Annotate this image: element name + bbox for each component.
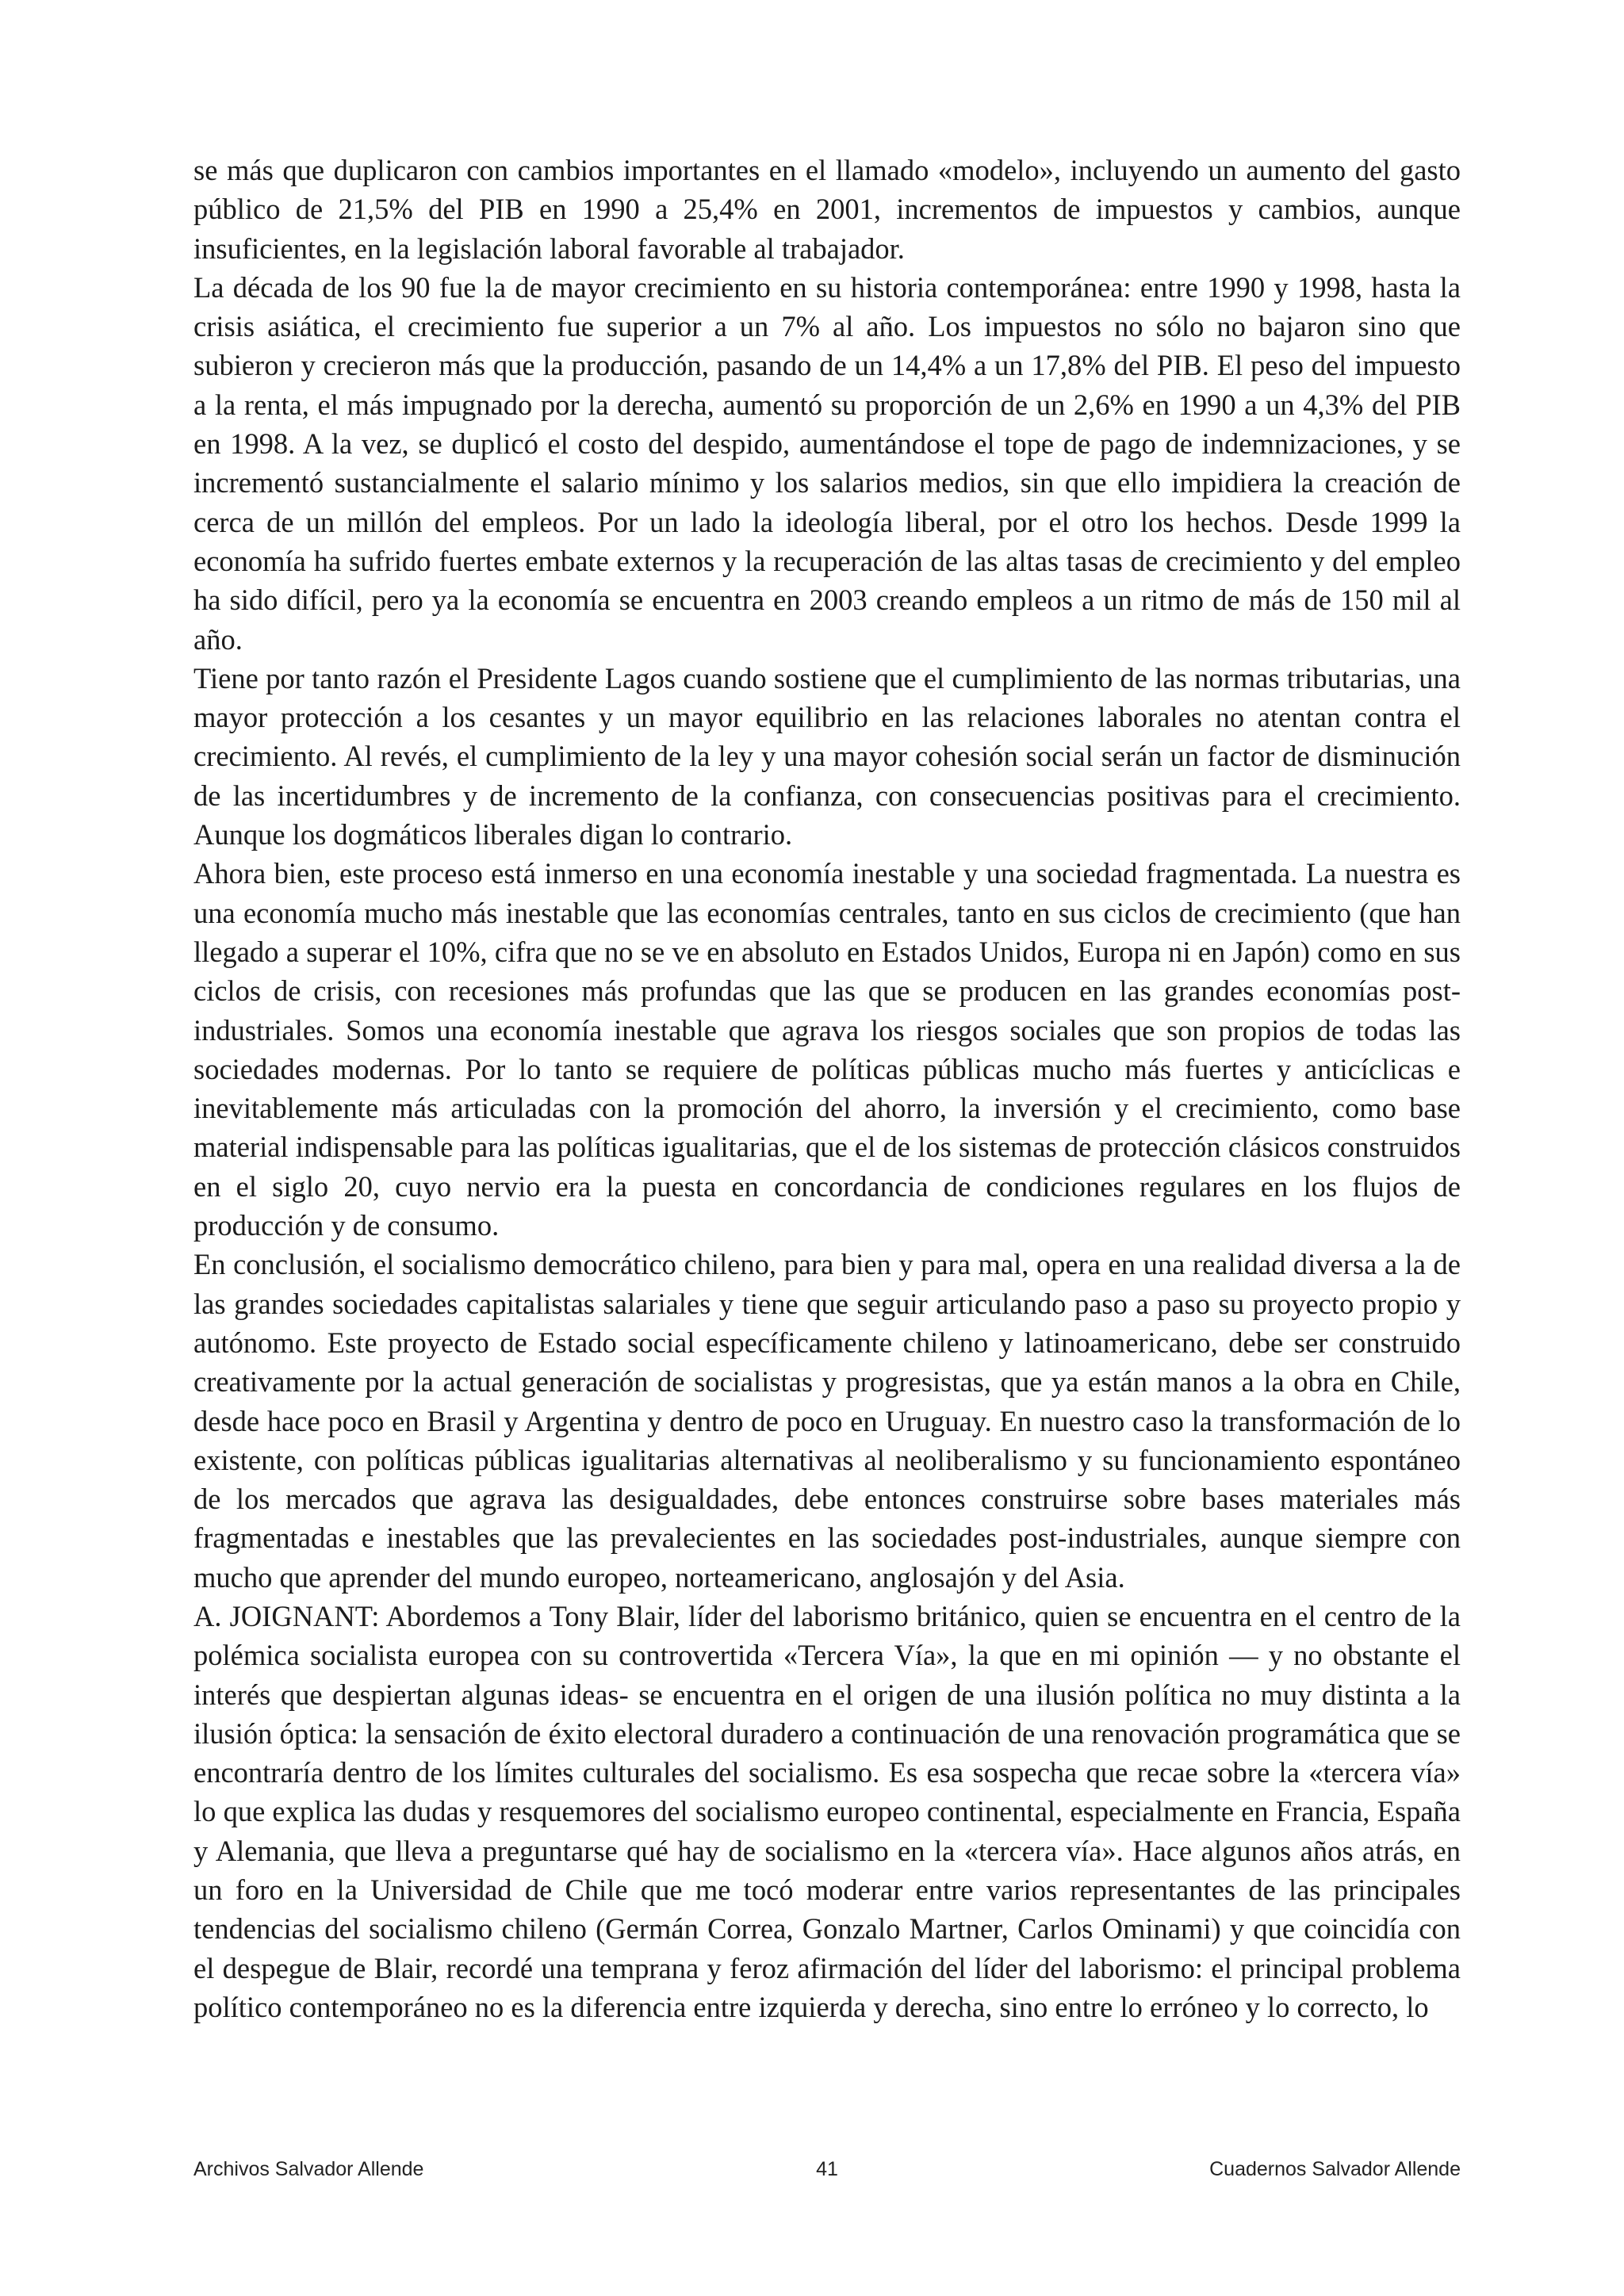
footer-right-text: Cuadernos Salvador Allende [1209, 2158, 1461, 2180]
paragraph: Ahora bien, este proceso está inmerso en una economía inestable y una sociedad fragmentada. La nuestra es una economía mucho más inestable que las economías centrales, tanto en sus ciclos de crecimiento (que han llegado a superar el 10%, cifra que no se ve en absoluto en Estados Unidos, Europa ni en Japón) como en sus ciclos de crisis, con recesiones más profundas que las que se producen en las grandes economías post-industriales. Somos una economía inestable que agrava los riesgos sociales que son propios de todas las sociedades modernas. Por lo tanto se requiere de políticas públicas mucho más fuertes y anticíclicas e inevitablemente más articuladas con la promoción del ahorro, la inversión y el crecimiento, como base material indispensable para las políticas igualitarias, que el de los sistemas de protección clásicos construidos en el siglo 20, cuyo nervio era la puesta en concordancia de condiciones regulares en los flujos de producción y de consumo. [193, 857, 1461, 1242]
paragraph: A. JOIGNANT: Abordemos a Tony Blair, líder del laborismo británico, quien se encuentra en el centro de la polémica socialista europea con su controvertida «Tercera Vía», la que en mi opinión — y no obstante el interés que despiertan algunas ideas- se encuentra en el origen de una ilusión política no muy distinta a la ilusión óptica: la sensación de éxito electoral duradero a continuación de una renovación programática que se encontraría dentro de los límites culturales del socialismo. Es esa sospecha que recae sobre la «tercera vía» lo que explica las dudas y resquemores del socialismo europeo continental, especialmente en Francia, España y Alemania, que lleva a preguntarse qué hay de socialismo en la «tercera vía». Hace algunos años atrás, en un foro en la Universidad de Chile que me tocó moderar entre varios representantes de las principales tendencias del socialismo chileno (Germán Correa, Gonzalo Martner, Carlos Ominami) y que coincidía con el despegue de Blair, recordé una temprana y feroz afirmación del líder del laborismo: el principal problema político contemporáneo no es la diferencia entre izquierda y derecha, sino entre lo erróneo y lo correcto, lo [193, 1599, 1461, 2023]
page-number: 41 [816, 2158, 838, 2180]
paragraph: La década de los 90 fue la de mayor crecimiento en su historia contemporánea: entre 1990 y 1998, hasta la crisis asiática, el crecimiento fue superior a un 7% al año. Los impuestos no sólo no bajaron sino que subieron y crecieron más que la producción, pasando de un 14,4% a un 17,8% del PIB. El peso del impuesto a la renta, el más impugnado por la derecha, aumentó su proporción de un 2,6% en 1990 a un 4,3% del PIB en 1998. A la vez, se duplicó el costo del despido, aumentándose el tope de pago de indemnizaciones, y se incrementó sustancialmente el salario mínimo y los salarios medios, sin que ello impidiera la creación de cerca de un millón del empleos. Por un lado la ideología liberal, por el otro los hechos. Desde 1999 la economía ha sufrido fuertes embate externos y la recuperación de las altas tasas de crecimiento y del empleo ha sido difícil, pero ya la economía se encuentra en 2003 creando empleos a un ritmo de más de 150 mil al año. [193, 270, 1461, 656]
paragraph: se más que duplicaron con cambios importantes en el llamado «modelo», incluyendo un aumento del gasto público de 21,5% del PIB en 1990 a 25,4% en 2001, incrementos de impuestos y cambios, aunque insuficientes, en la legislación laboral favorable al trabajador. [193, 154, 1461, 265]
footer-left-text: Archivos Salvador Allende [193, 2158, 424, 2180]
body-text [193, 151, 1461, 2026]
paragraph: En conclusión, el socialismo democrático chileno, para bien y para mal, opera en una realidad diversa a la de las grandes sociedades capitalistas salariales y tiene que seguir articulando paso a paso su proyecto propio y autónomo. Este proyecto de Estado social específicamente chileno y latinoamericano, debe ser construido creativamente por la actual generación de socialistas y progresistas, que ya están manos a la obra en Chile, desde hace poco en Brasil y Argentina y dentro de poco en Uruguay. En nuestro caso la transformación de lo existente, con políticas públicas igualitarias alternativas al neoliberalismo y su funcionamiento espontáneo de los mercados que agrava las desigualdades, debe entonces construirse sobre bases materiales más fragmentadas e inestables que las prevalecientes en las sociedades post-industriales, aunque siempre con mucho que aprender del mundo europeo, norteamericano, anglosajón y del Asia. [193, 1248, 1461, 1594]
paragraph: Tiene por tanto razón el Presidente Lagos cuando sostiene que el cumplimiento de las normas tributarias, una mayor protección a los cesantes y un mayor equilibrio en las relaciones laborales no atentan contra el crecimiento. Al revés, el cumplimiento de la ley y una mayor cohesión social serán un factor de disminución de las incertidumbres y de incremento de la confianza, con consecuencias positivas para el crecimiento. Aunque los dogmáticos liberales digan lo contrario. [193, 661, 1461, 851]
page-footer [193, 2158, 1461, 2190]
